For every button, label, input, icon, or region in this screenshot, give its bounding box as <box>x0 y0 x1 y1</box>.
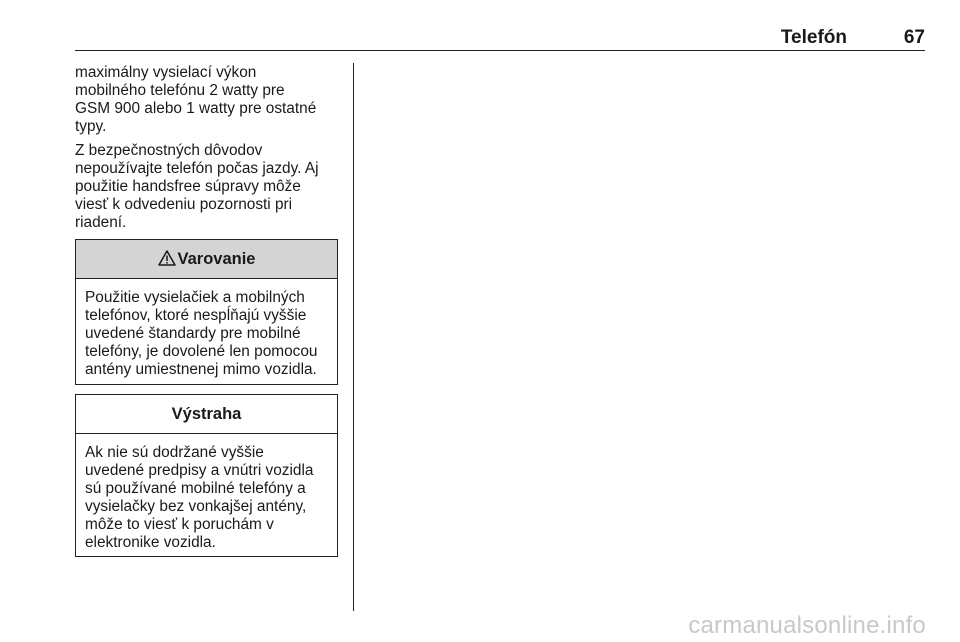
caution-box-header <box>76 395 337 434</box>
watermark: carmanualsonline.info <box>688 612 926 639</box>
paragraph-safety: Z bezpečnostných dôvodov nepoužívajte telefón počas jazdy. Aj použitie handsfree súpravy môže viesť k odvedeniu pozornosti pri riadení. <box>75 142 319 231</box>
page-number: 67 <box>903 27 925 48</box>
column-divider <box>353 63 354 611</box>
warning-box-header <box>76 240 337 279</box>
page-header <box>75 26 925 51</box>
left-column <box>75 64 340 238</box>
paragraph-transmit-power: maximálny vysielací výkon mobilného telefónu 2 watty pre GSM 900 alebo 1 watty pre ostatné typy. <box>75 64 317 135</box>
page-title: Telefón <box>780 27 847 48</box>
caution-box-text: Ak nie sú dodržané vyššie uvedené predpisy a vnútri vozidla sú používané mobilné telefóny a vysielačky bez vonkajšej antény, môže to viesť k poruchám v elektronike vozidla. <box>85 444 314 551</box>
warning-triangle-icon <box>158 250 176 266</box>
caution-box <box>75 394 338 557</box>
warning-box-text: Použitie vysielačiek a mobilných telefónov, ktoré nespĺňajú vyššie uvedené štandardy pre mobilné telefóny, je dovolené len pomocou antény umiestnenej mimo vozidla. <box>85 289 318 378</box>
caution-box-title: Výstraha <box>171 404 242 423</box>
warning-box-title: Varovanie <box>177 249 256 268</box>
warning-box <box>75 239 338 385</box>
